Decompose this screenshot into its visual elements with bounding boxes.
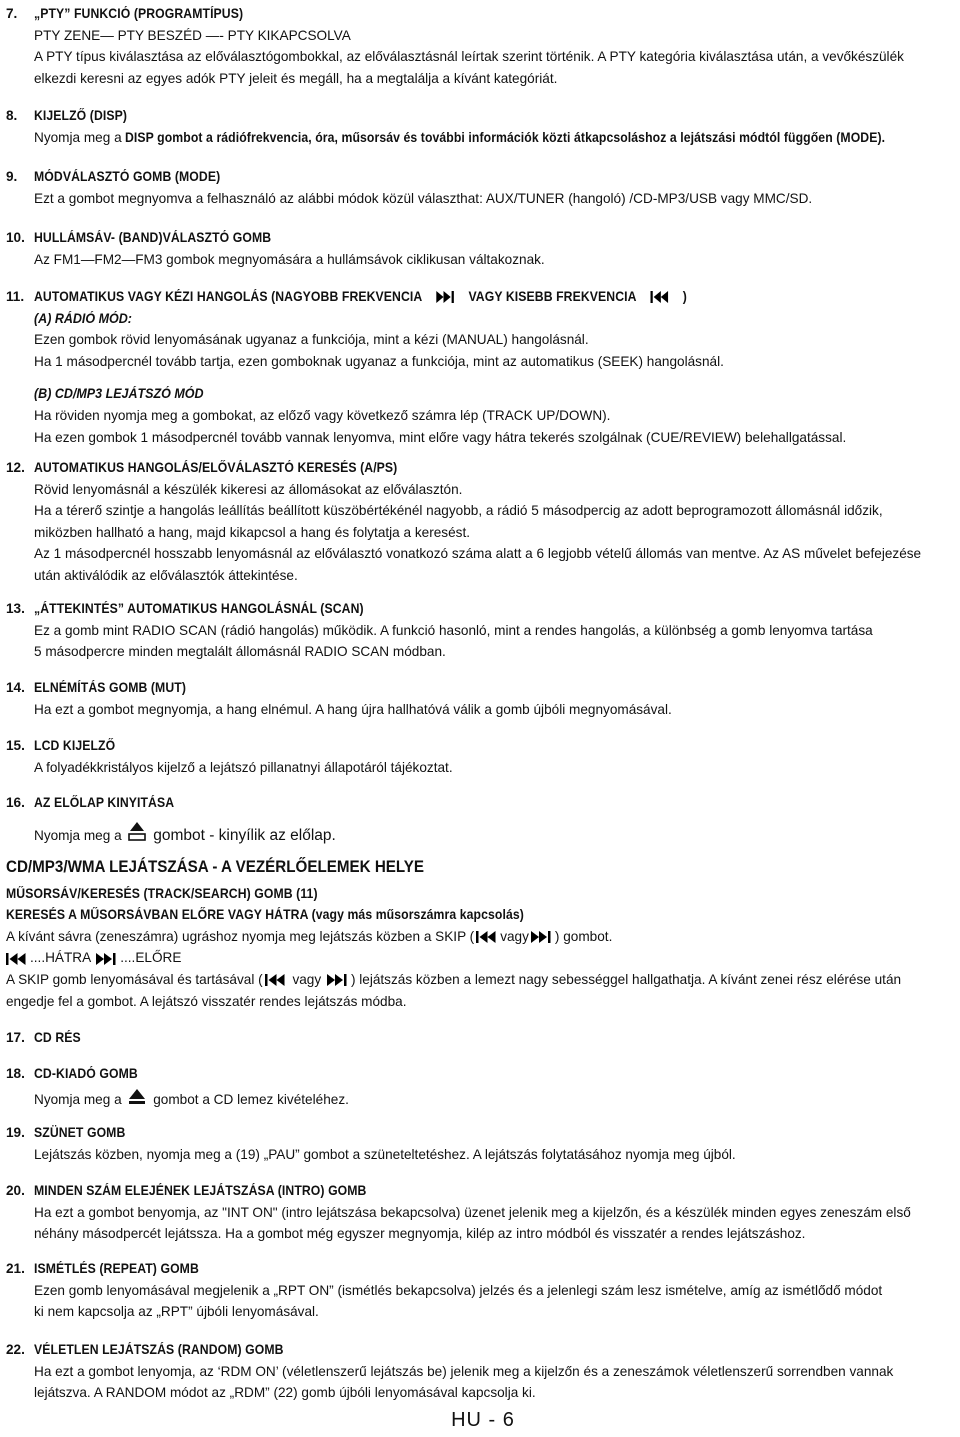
- section-heading: AUTOMATIKUS HANGOLÁS/ELŐVÁLASZTÓ KERESÉS (A/PS): [34, 460, 398, 475]
- paragraph: 5 másodpercre minden megtalált állomásnál RADIO SCAN módban.: [34, 644, 446, 660]
- paragraph-text: ) lejátszás közben a lemezt nagy sebességgel hallgathatja. A kívánt zenei rész elérése után: [350, 971, 902, 987]
- paragraph: Ezen gombok rövid lenyomásának ugyanaz a funkciója, mint a kézi (MANUAL) hangolásnál.: [34, 332, 589, 348]
- paragraph-text: A kívánt sávra (zeneszámra) ugráshoz nyomja meg lejátszás közben a SKIP (: [6, 928, 475, 944]
- section-heading: VÉLETLEN LEJÁTSZÁS (RANDOM) GOMB: [34, 1342, 284, 1357]
- heading-text: ): [682, 289, 687, 304]
- paragraph: lejátszva. A RANDOM módot az „RDM” (22) gomb újbóli lenyomásával kapcsolja ki.: [34, 1385, 536, 1401]
- cd-playback-section: [6, 857, 952, 1012]
- paragraph: néhány másodpercét lejátssza. Ha a gombot még egyszer megnyomja, kilép az intro módból és visszatér a rendes lejátszáshoz.: [34, 1226, 806, 1242]
- paragraph: Ha ezen gombok 1 másodpercnél tovább vannak lenyomva, mint előre vagy hátra tekerés szolgálnak (CUE/REVIEW) belehallgatással.: [34, 429, 847, 445]
- section-heading: ELNÉMÍTÁS GOMB (MUT): [34, 680, 187, 695]
- subheading: [6, 883, 952, 905]
- eject-icon: [127, 1087, 147, 1107]
- section-heading: [34, 286, 687, 308]
- section-number: 13.: [6, 601, 25, 616]
- section-10: [6, 227, 952, 270]
- next-track-icon: [531, 930, 553, 944]
- section-heading: HULLÁMSÁV- (BAND)VÁLASZTÓ GOMB: [34, 230, 272, 245]
- section-heading: MINDEN SZÁM ELEJÉNEK LEJÁTSZÁSA (INTRO) GOMB: [34, 1183, 367, 1198]
- section-number: 22.: [6, 1342, 25, 1357]
- paragraph: Ez a gomb mint RADIO SCAN (rádió hangolás) működik. A funkció hasonló, mint a rendes hangolás, a különbség a gomb lenyomva tartása: [34, 622, 873, 638]
- section-heading: KIJELZŐ (DISP): [34, 108, 128, 123]
- paragraph: után aktiválódik az előválasztók áttekintése.: [34, 567, 298, 583]
- section-8: [6, 105, 952, 148]
- paragraph: Ha röviden nyomja meg a gombokat, az előző vagy következő számra lép (TRACK UP/DOWN).: [34, 407, 611, 423]
- subsection-text: (B) CD/MP3 LEJÁTSZÓ MÓD: [34, 386, 204, 402]
- section-22: [6, 1339, 952, 1404]
- section-heading: AZ ELŐLAP KINYITÁSA: [34, 795, 175, 810]
- section-21: [6, 1258, 952, 1323]
- subsection-text: (A) RÁDIÓ MÓD:: [34, 310, 132, 326]
- paragraph: miközben hallható a hang, majd kikapcsol a hang és folytatja a keresést.: [34, 524, 471, 540]
- paragraph-text: ....HÁTRA: [30, 950, 91, 966]
- paragraph-text: Nyomja meg a: [34, 129, 126, 145]
- section-number: 21.: [6, 1261, 25, 1276]
- paragraph: Ha ezt a gombot lenyomja, az ‘RDM ON’ (véletlenszerű lejátszás be) jelenik meg a kijelzőn és a zeneszámok véletlenszerű sorrendben vannak: [34, 1363, 894, 1379]
- paragraph: A folyadékkristályos kijelző a lejátszó pillanatnyi állapotáról tájékoztat.: [34, 759, 453, 775]
- section-11: [6, 286, 952, 448]
- section-heading: CD RÉS: [34, 1030, 81, 1045]
- section-18: [6, 1063, 952, 1110]
- paragraph: elkezdi keresni az egyes adók PTY jeleit és megáll, ha a megtalálja a kívánt kategóriát.: [34, 70, 558, 86]
- paragraph: A PTY típus kiválasztása az előválasztógombokkal, az előválasztásnál leírtak szerint történik. A PTY kategória kiválasztása után, a vevőkészülék: [34, 49, 904, 65]
- section-number: 20.: [6, 1183, 25, 1198]
- paragraph-text: ....ELŐRE: [120, 950, 182, 966]
- paragraph: Rövid lenyomásnál a készülék kikeresi az állomásokat az előválasztón.: [34, 481, 463, 497]
- subheading-text: MŰSORSÁV/KERESÉS (TRACK/SEARCH) GOMB (11): [6, 885, 318, 901]
- paragraph-text: Nyomja meg a: [34, 1091, 122, 1107]
- section-13: [6, 598, 952, 663]
- section-number: 7.: [6, 6, 18, 21]
- paragraph: ki nem kapcsolja az „RPT” újbóli lenyomásával.: [34, 1304, 319, 1320]
- previous-track-icon: [476, 930, 498, 944]
- section-heading: LCD KIJELZŐ: [34, 738, 116, 753]
- page-number-text: HU - 6: [451, 1409, 515, 1431]
- paragraph: [6, 127, 952, 149]
- section-heading: MÓDVÁLASZTÓ GOMB (MODE): [34, 169, 221, 184]
- section-number: 15.: [6, 738, 25, 753]
- page-number: [0, 1410, 960, 1432]
- panel-open-icon: [127, 820, 147, 842]
- section-number: 14.: [6, 680, 25, 695]
- section-17: [6, 1027, 952, 1049]
- page-section-title: [6, 857, 952, 879]
- paragraph: engedje fel a gombot. A lejátszó visszatér rendes lejátszás módba.: [6, 993, 407, 1009]
- paragraph: [6, 820, 952, 847]
- section-number: 12.: [6, 460, 25, 475]
- paragraph: [6, 947, 952, 969]
- paragraph-text: vagy: [500, 928, 529, 944]
- section-number: 8.: [6, 108, 18, 123]
- paragraph-text: Nyomja meg a: [34, 827, 122, 843]
- paragraph: Ezt a gombot megnyomva a felhasználó az alábbi módok közül választhat: AUX/TUNER (hangoló) /CD-MP3/USB vagy MMC/SD.: [34, 190, 813, 206]
- section-7: [6, 3, 952, 89]
- section-20: [6, 1180, 952, 1245]
- section-15: [6, 735, 952, 778]
- section-number: 16.: [6, 795, 25, 810]
- paragraph: Ha ezt a gombot megnyomja, a hang elnémul. A hang újra hallhatóvá válik a gomb újbóli megnyomásával.: [34, 701, 672, 717]
- section-19: [6, 1122, 952, 1165]
- paragraph: Ezen gomb lenyomásával megjelenik a „RPT ON” (ismétlés bekapcsolva) jelzés és a jelenlegi szám lesz ismételve, amíg az ismétlődő módot: [34, 1282, 883, 1298]
- next-track-icon: [327, 973, 349, 987]
- paragraph-text: vagy: [292, 971, 322, 987]
- subsection-heading: [6, 308, 952, 330]
- paragraph: [6, 926, 952, 948]
- paragraph: Ha a térerő szintje a hangolás leállítás beállított küszöbértékénél nagyobb, a rádió 5 másodpercig az adott beprogramozott állomásnál időzik,: [34, 503, 883, 519]
- section-9: [6, 166, 952, 209]
- section-heading: SZÜNET GOMB: [34, 1125, 126, 1140]
- section-number: 18.: [6, 1066, 25, 1081]
- section-16: [6, 792, 952, 846]
- paragraph: Lejátszás közben, nyomja meg a (19) „PAU” gombot a szüneteltetéshez. A lejátszás folytatásához nyomja meg újból.: [34, 1146, 736, 1162]
- section-heading: ISMÉTLÉS (REPEAT) GOMB: [34, 1261, 199, 1276]
- paragraph: Az 1 másodpercnél hosszabb lenyomásnál az előválasztó vonatkozó száma alatt a 6 legjobb vételű állomás van mentve. Az AS művelet befejezése: [34, 546, 922, 562]
- section-number: 11.: [6, 289, 25, 304]
- section-heading: CD-KIADÓ GOMB: [34, 1066, 138, 1081]
- previous-track-icon: [6, 952, 28, 966]
- paragraph: [6, 1087, 952, 1111]
- section-heading: „PTY” FUNKCIÓ (PROGRAMTÍPUS): [34, 6, 244, 21]
- section-number: 19.: [6, 1125, 25, 1140]
- subheading-text: (vagy más műsorszámra kapcsolás): [311, 907, 524, 923]
- paragraph: Ha 1 másodpercnél tovább tartja, ezen gomboknak ugyanaz a funkciója, mint az automatikus (SEEK) hangolásnál.: [34, 353, 724, 369]
- paragraph: PTY ZENE— PTY BESZÉD —- PTY KIKAPCSOLVA: [34, 27, 351, 43]
- previous-track-icon: [641, 290, 677, 304]
- section-heading: „ÁTTEKINTÉS” AUTOMATIKUS HANGOLÁSNÁL (SCAN): [34, 601, 364, 616]
- heading-text: AUTOMATIKUS VAGY KÉZI HANGOLÁS (NAGYOBB FREKVENCIA: [34, 289, 422, 304]
- heading-text: VAGY KISEBB FREKVENCIA: [468, 289, 637, 304]
- section-number: 10.: [6, 230, 25, 245]
- subsection-heading: [6, 383, 952, 405]
- paragraph-text: ) gombot.: [554, 928, 613, 944]
- paragraph-text: A SKIP gomb lenyomásával és tartásával (: [6, 971, 263, 987]
- previous-track-icon: [265, 973, 287, 987]
- paragraph: Az FM1—FM2—FM3 gombok megnyomására a hullámsávok ciklikusan váltakoznak.: [34, 251, 545, 267]
- next-track-icon: [96, 952, 118, 966]
- subheading-text: KERESÉS A MŰSORSÁVBAN ELŐRE VAGY HÁTRA: [6, 907, 309, 923]
- paragraph-bold-text: DISP gombot a rádiófrekvencia, óra, műsorsáv és további információk közti átkapcsoláshoz a lejátszási módtól függően (MODE).: [125, 129, 886, 145]
- subheading-text: [6, 904, 524, 926]
- section-number: 9.: [6, 169, 18, 184]
- subheading: [6, 904, 952, 926]
- next-track-icon: [427, 290, 463, 304]
- paragraph-text: gombot - kinyílik az előlap.: [153, 826, 336, 844]
- paragraph: Ha ezt a gombot benyomja, az "INT ON" (intro lejátszása bekapcsolva) üzenet jelenik meg a kijelzőn, és a készülék minden egyes zeneszám első: [34, 1204, 911, 1220]
- section-12: [6, 457, 952, 587]
- section-14: [6, 677, 952, 720]
- paragraph-text: gombot a CD lemez kivételéhez.: [153, 1091, 349, 1107]
- paragraph: [6, 969, 952, 991]
- title-text: CD/MP3/WMA LEJÁTSZÁSA - A VEZÉRLŐELEMEK HELYE: [6, 858, 425, 876]
- section-number: 17.: [6, 1030, 25, 1045]
